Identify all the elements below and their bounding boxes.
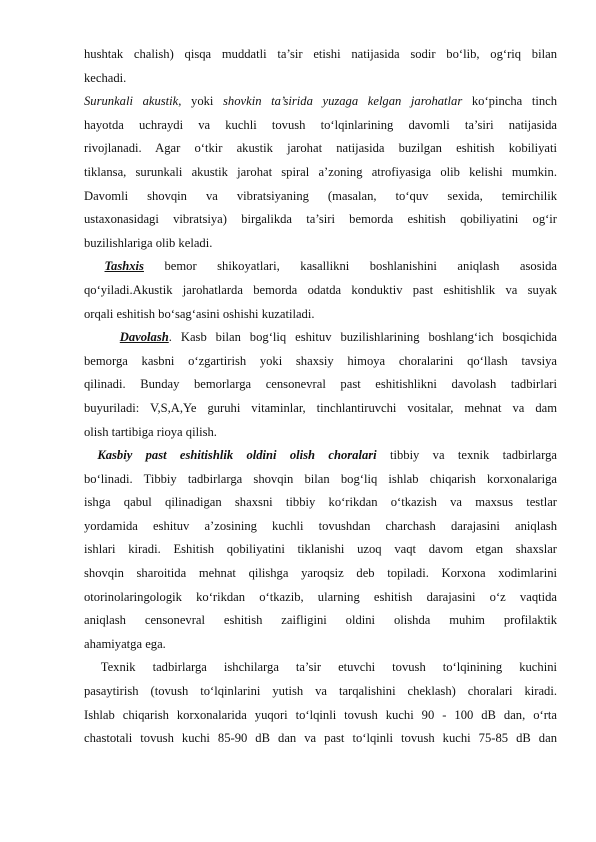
text-line (84, 491, 557, 515)
text-span: Davomli shovqin va vibratsiyaning (masalan, to‘quv sexida, temirchilik (84, 188, 557, 203)
heading-kasbiy-oldini-olish: Kasbiy past eshitishlik oldini olish choralari (97, 448, 377, 463)
text-line (84, 67, 557, 91)
text-line (84, 609, 557, 633)
text-span: ishga qabul qilinadigan shaxsni tibbiy ko‘rikdan o‘tkazish va maxsus testlar (84, 495, 557, 510)
text-span: orqali eshitish bo‘sag‘asini oshishi kuzatiladi. (84, 306, 315, 321)
text-span: kechadi. (84, 70, 127, 85)
text-line (84, 255, 557, 279)
text-span: hushtak chalish) qisqa muddatli ta’sir etishi natijasida sodir bo‘lib, og‘riq bilan (84, 47, 557, 61)
text-line (84, 326, 557, 350)
text-line (84, 185, 557, 209)
text-line (84, 656, 557, 680)
text-span: bemorga kasbni o‘zgartirish yoki shaxsiy himoya choralarini qo‘llash tavsiya (84, 353, 557, 368)
text-span: qilinadi. Bunday bemorlarga censonevral past eshitishlikni davolash tadbirlari (84, 377, 557, 392)
text-line (84, 633, 557, 657)
text-line (84, 562, 557, 586)
text-line (84, 421, 557, 445)
text-line (84, 704, 557, 728)
text-line (84, 586, 557, 610)
text-span: yordamida eshituv a’zosining kuchli tovushdan charchash darajasini aniqlash (84, 518, 557, 533)
indent-space (84, 448, 97, 462)
text-span: . Kasb bilan bog‘liq eshituv buzilishlarining boshlang‘ich bosqichida (168, 330, 557, 345)
text-line (84, 444, 557, 468)
text-line (84, 90, 557, 114)
text-line (84, 538, 557, 562)
text-line (84, 161, 557, 185)
text-span: aniqlash censonevral eshitish zaifligini oldini olishda muhim profilaktik (84, 613, 557, 628)
text-span: otorinolaringologik ko‘rikdan o‘tkazib, ularning eshitish darajasini o‘z vaqtida (84, 589, 557, 604)
heading-tashxis: Tashxis (104, 259, 144, 274)
text-line (84, 114, 557, 138)
text-line (84, 137, 557, 161)
text-line (84, 468, 557, 492)
text-span: ishlari kiradi. Eshitish qobiliyatini tiklanishi uzoq vaqt davom etgan shaxslar (84, 542, 557, 557)
text-line (84, 43, 557, 67)
text-line (84, 232, 557, 256)
text-span: qo‘yiladi.Akustik jarohatlarda bemorda odatda konduktiv past eshitishlik va suyak (84, 282, 557, 297)
text-span: chastotali tovush kuchi 85-90 dB dan va past to‘lqinli tovush kuchi 75-85 dB dan (84, 731, 557, 746)
heading-davolash: Davolash (119, 330, 169, 345)
text-span: bemor shikoyatlari, kasallikni boshlanishini aniqlash asosida (143, 259, 557, 274)
text-span: ahamiyatga ega. (84, 636, 166, 651)
text-span: rivojlanadi. Agar o‘tkir akustik jarohat natijasida buzilgan eshitish kobiliyati (84, 141, 557, 156)
italic-term: shovkin ta’sirida yuzaga kelgan jarohatlar (223, 94, 463, 109)
text-span: pasaytirish (tovush to‘lqinlarini yutish va tarqalishini cheklash) choralari kiradi. (84, 684, 557, 699)
text-span: ustaxonasidagi vibratsiya) birgalikda ta’siri bemorda eshitish qobiliyatini og‘ir (84, 212, 557, 227)
text-line (84, 350, 557, 374)
document-page (84, 43, 557, 751)
text-line (84, 279, 557, 303)
text-line (84, 515, 557, 539)
italic-term: Surunkali akustik (84, 94, 179, 109)
text-span: ko‘pincha tinch (462, 94, 558, 109)
indent-space (84, 259, 105, 273)
text-span: buyuriladi: V,S,A,Ye guruhi vitaminlar, tinchlantiruvchi vositalar, mehnat va dam (84, 400, 557, 415)
text-span: tiklansa, surunkali akustik jarohat spiral a’zoning atrofiyasiga olib kelishi mumkin. (84, 164, 557, 179)
text-line (84, 208, 557, 232)
text-span: olish tartibiga rioya qilish. (84, 424, 217, 439)
text-span: buzilishlariga olib keladi. (84, 235, 213, 250)
indent-space (84, 330, 120, 344)
text-line (84, 397, 557, 421)
text-span: Texnik tadbirlarga ishchilarga ta’sir etuvchi tovush to‘lqinining kuchini (84, 660, 557, 675)
text-span: hayotda uchraydi va kuchli tovush to‘lqinlarining davomli ta’siri natijasida (84, 117, 557, 132)
text-span: Ishlab chiqarish korxonalarida yuqori to‘lqinli tovush kuchi 90 - 100 dB dan, o‘rta (84, 707, 557, 722)
text-line (84, 303, 557, 327)
text-span: tibbiy va texnik tadbirlarga (376, 448, 557, 463)
text-span: bo‘linadi. Tibbiy tadbirlarga shovqin bilan bog‘liq ishlab chiqarish korxonalariga (84, 471, 557, 486)
text-span: shovqin sharoitida mehnat qilishga yaroqsiz deb topiladi. Korxona xodimlarini (84, 566, 557, 581)
text-line (84, 680, 557, 704)
text-line (84, 727, 557, 751)
text-line (84, 373, 557, 397)
text-span: , yoki (178, 94, 224, 109)
